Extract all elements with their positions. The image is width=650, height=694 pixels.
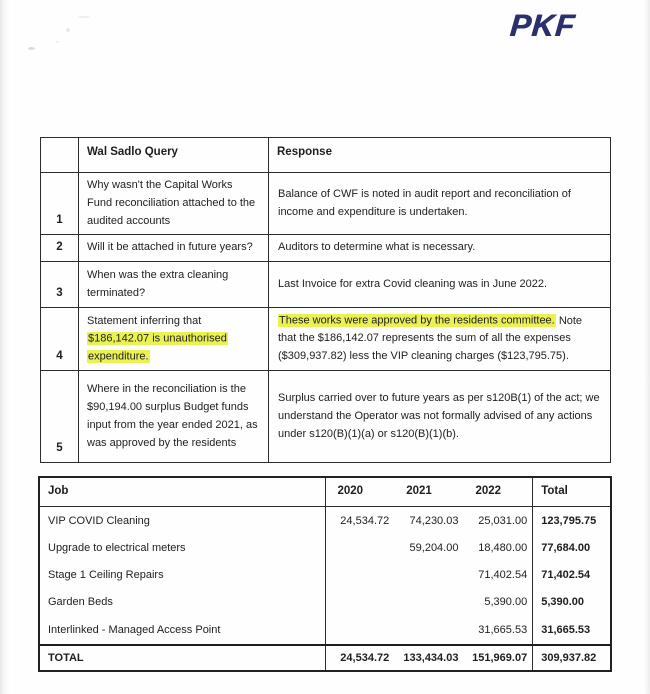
pkf-logo: PKF — [508, 8, 577, 43]
job-column-header: Job — [39, 477, 325, 506]
year-2021-cell — [394, 616, 463, 645]
year-2021-total-cell: 133,434.03 — [403, 651, 459, 664]
grand-total-row — [39, 645, 611, 671]
scan-speck — [28, 47, 35, 50]
year-2020-cell — [325, 589, 394, 616]
total-column-header: Total — [533, 477, 611, 506]
table-row — [39, 616, 611, 645]
scan-speck — [56, 41, 59, 43]
year-2021-header: 2021 — [406, 485, 432, 497]
query-cell: Where in the reconciliation is the $90,194.00 surplus Budget funds input from the year ended 2021, as was approved by the residents — [79, 371, 269, 463]
job-cost-table — [38, 476, 612, 672]
year-2020-cell — [325, 616, 394, 645]
total-label-cell: TOTAL — [39, 645, 325, 671]
table-row — [41, 371, 611, 463]
year-2022-cell: 71,402.54 — [478, 569, 528, 582]
year-2022-cell: 5,390.00 — [484, 596, 528, 609]
number-column-header — [41, 138, 79, 173]
query-text: Statement inferring that — [87, 314, 202, 327]
year-2021-cell: 59,204.00 — [409, 542, 459, 555]
total-cell: 123,795.75 — [533, 506, 611, 535]
table-row — [41, 262, 611, 308]
row-number: 4 — [41, 308, 79, 371]
highlighted-response-text: These works were approved by the residents committee. — [279, 314, 555, 327]
response-cell: Surplus carried over to future years as per s120B(1) of the act; we understand the Operator was not formally advised of any actions under s120(B)(1)(a) or s120(B)(1)(b). — [269, 371, 611, 463]
query-cell: Will it be attached in future years? — [79, 235, 269, 262]
total-cell: 31,665.53 — [533, 616, 611, 645]
query-cell: Why wasn't the Capital Works Fund reconciliation attached to the audited accounts — [79, 173, 269, 235]
table-row — [39, 506, 611, 535]
table-row — [39, 562, 611, 589]
year-2021-cell — [394, 589, 463, 616]
total-cell: 5,390.00 — [533, 589, 611, 616]
year-2022-header: 2022 — [475, 485, 502, 497]
query-column-header: Wal Sadlo Query — [79, 138, 269, 173]
job-name-cell: Garden Beds — [39, 589, 325, 616]
response-cell: Last Invoice for extra Covid cleaning was in June 2022. — [269, 262, 611, 308]
year-2020-total-cell: 24,534.72 — [340, 651, 390, 664]
row-number: 5 — [41, 371, 79, 463]
year-2022-cell: 31,665.53 — [478, 623, 528, 636]
year-2020-cell: 24,534.72 — [340, 514, 390, 527]
row-number: 2 — [41, 235, 79, 262]
year-2022-total-cell: 151,969.07 — [472, 651, 528, 664]
grand-total-cell: 309,937.82 — [533, 645, 611, 671]
year-2021-cell: 74,230.03 — [409, 514, 459, 527]
year-2020-cell — [325, 562, 394, 589]
query-response-table — [40, 137, 611, 463]
year-2020-header: 2020 — [337, 485, 364, 497]
year-2022-cell: 18,480.00 — [478, 542, 528, 555]
response-cell: Auditors to determine what is necessary. — [269, 235, 611, 262]
response-text: Note that the $186,142.07 represents the sum of all the expenses ($309,937.82) less the VIP cleaning charges ($123,795.75). — [278, 314, 583, 363]
table-row — [41, 173, 611, 235]
table-row — [41, 308, 611, 371]
year-2022-cell: 25,031.00 — [478, 514, 528, 527]
scan-speck — [78, 16, 90, 18]
job-name-cell: Upgrade to electrical meters — [39, 535, 325, 562]
job-name-cell: VIP COVID Cleaning — [39, 506, 325, 535]
table-row — [39, 535, 611, 562]
highlighted-query-text: $186,142.07 is unauthorised expenditure. — [88, 332, 227, 363]
row-number: 3 — [41, 262, 79, 308]
response-column-header: Response — [269, 138, 611, 173]
response-cell: Balance of CWF is noted in audit report and reconciliation of income and expenditure is undertaken. — [269, 173, 611, 235]
query-cell: When was the extra cleaning terminated? — [79, 262, 269, 308]
scan-speck — [66, 28, 70, 32]
table-row — [39, 589, 611, 616]
table-row — [41, 235, 611, 262]
year-2021-cell — [394, 562, 463, 589]
year-2020-cell — [325, 535, 394, 562]
total-cell: 77,684.00 — [533, 535, 611, 562]
job-name-cell: Stage 1 Ceiling Repairs — [39, 562, 325, 589]
total-cell: 71,402.54 — [533, 562, 611, 589]
job-name-cell: Interlinked - Managed Access Point — [39, 616, 325, 645]
table-header-row — [39, 477, 611, 506]
row-number: 1 — [41, 173, 79, 235]
table-header-row — [41, 138, 611, 173]
response-cell — [269, 308, 611, 371]
query-cell — [79, 308, 269, 371]
